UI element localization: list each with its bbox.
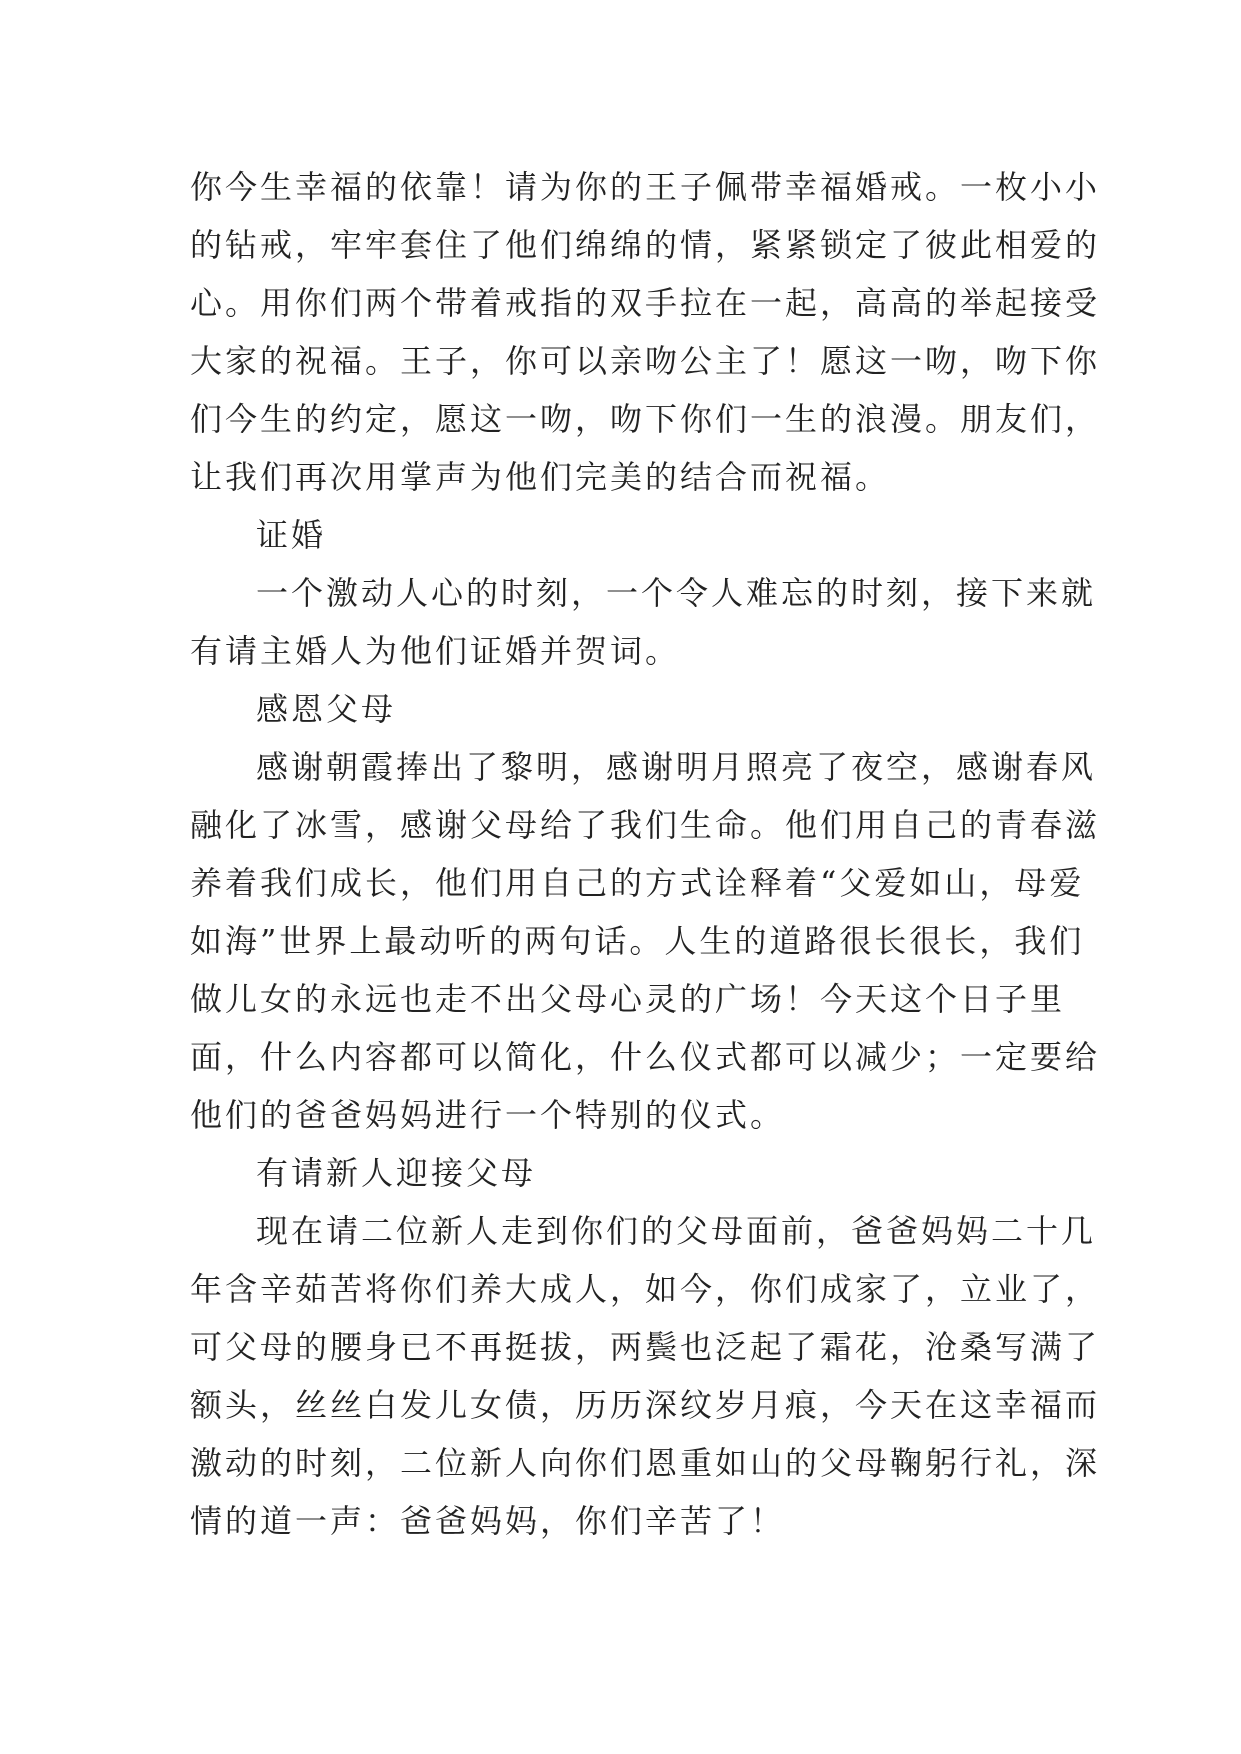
text-line: 额头，丝丝白发儿女债，历历深纹岁月痕，今天在这幸福而 [190,1386,1101,1424]
text-line: 激动的时刻，二位新人向你们恩重如山的父母鞠躬行礼，深 [190,1444,1101,1482]
text-line: 情的道一声：爸爸妈妈，你们辛苦了！ [190,1502,786,1540]
text-line: 有请主婚人为他们证婚并贺词。 [190,632,681,670]
text-line: 年含辛茹苦将你们养大成人，如今，你们成家了，立业了， [190,1270,1101,1308]
text-line: 现在请二位新人走到你们的父母面前，爸爸妈妈二十几 [256,1212,1097,1250]
text-line: 的钻戒，牢牢套住了他们绵绵的情，紧紧锁定了彼此相爱的 [190,226,1101,264]
text-line: 面，什么内容都可以简化，什么仪式都可以减少；一定要给 [190,1038,1101,1076]
text-line: 融化了冰雪，感谢父母给了我们生命。他们用自己的青春滋 [190,806,1101,844]
text-line: 做儿女的永远也走不出父母心灵的广场！今天这个日子里 [190,980,1066,1018]
section-heading: 有请新人迎接父母 [256,1154,537,1192]
text-line: 如海”世界上最动听的两句话。人生的道路很长很长，我们 [190,922,1085,960]
section-heading: 证婚 [256,516,327,554]
text-line: 让我们再次用掌声为他们完美的结合而祝福。 [190,458,891,496]
text-line: 大家的祝福。王子，你可以亲吻公主了！愿这一吻，吻下你 [190,342,1101,380]
text-line: 感谢朝霞捧出了黎明，感谢明月照亮了夜空，感谢春风 [256,748,1097,786]
text-line: 心。用你们两个带着戒指的双手拉在一起，高高的举起接受 [190,284,1101,322]
text-line: 你今生幸福的依靠！请为你的王子佩带幸福婚戒。一枚小小 [190,168,1101,206]
text-line: 一个激动人心的时刻，一个令人难忘的时刻，接下来就 [256,574,1097,612]
text-line: 可父母的腰身已不再挺拔，两鬓也泛起了霜花，沧桑写满了 [190,1328,1101,1366]
text-line: 们今生的约定，愿这一吻，吻下你们一生的浪漫。朋友们， [190,400,1101,438]
section-heading: 感恩父母 [256,690,397,728]
text-line: 养着我们成长，他们用自己的方式诠释着“父爱如山，母爱 [190,864,1085,902]
text-line: 他们的爸爸妈妈进行一个特别的仪式。 [190,1096,786,1134]
